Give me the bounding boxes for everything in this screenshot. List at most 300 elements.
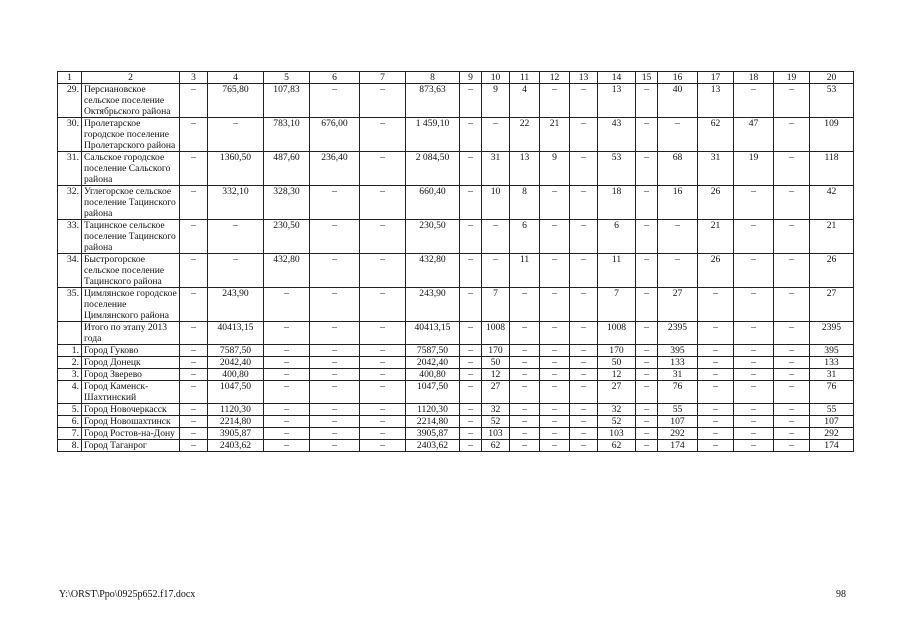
- value-cell: –: [180, 381, 208, 404]
- value-cell: 16: [658, 186, 698, 220]
- value-cell: –: [460, 254, 482, 288]
- page-number: 98: [836, 589, 846, 600]
- value-cell: –: [698, 369, 734, 381]
- value-cell: –: [360, 220, 406, 254]
- row-number-cell: 30.: [58, 118, 82, 152]
- value-cell: –: [460, 118, 482, 152]
- value-cell: –: [460, 416, 482, 428]
- column-number-header: 12: [540, 72, 570, 84]
- value-cell: –: [264, 440, 310, 452]
- value-cell: –: [734, 254, 774, 288]
- value-cell: –: [734, 404, 774, 416]
- column-number-header: 6: [310, 72, 360, 84]
- value-cell: –: [460, 440, 482, 452]
- row-number-cell: 34.: [58, 254, 82, 288]
- value-cell: –: [570, 369, 598, 381]
- value-cell: –: [698, 404, 734, 416]
- value-cell: –: [698, 288, 734, 322]
- value-cell: 2 084,50: [406, 152, 460, 186]
- value-cell: 118: [810, 152, 854, 186]
- value-cell: 9: [482, 84, 510, 118]
- value-cell: –: [310, 84, 360, 118]
- value-cell: –: [734, 357, 774, 369]
- value-cell: –: [360, 322, 406, 345]
- table-row: [58, 428, 854, 440]
- value-cell: –: [180, 152, 208, 186]
- column-number-header: 18: [734, 72, 774, 84]
- value-cell: 12: [482, 369, 510, 381]
- value-cell: 9: [540, 152, 570, 186]
- value-cell: 26: [698, 254, 734, 288]
- value-cell: –: [734, 220, 774, 254]
- value-cell: –: [180, 84, 208, 118]
- value-cell: 76: [810, 381, 854, 404]
- value-cell: –: [636, 186, 658, 220]
- value-cell: 487,60: [264, 152, 310, 186]
- value-cell: –: [208, 118, 264, 152]
- row-number-cell: 3.: [58, 369, 82, 381]
- value-cell: 55: [810, 404, 854, 416]
- value-cell: –: [636, 118, 658, 152]
- value-cell: –: [460, 428, 482, 440]
- value-cell: –: [734, 428, 774, 440]
- value-cell: –: [570, 322, 598, 345]
- value-cell: 12: [598, 369, 636, 381]
- value-cell: 133: [810, 357, 854, 369]
- value-cell: 103: [482, 428, 510, 440]
- value-cell: –: [208, 220, 264, 254]
- value-cell: 2042,40: [208, 357, 264, 369]
- value-cell: 13: [510, 152, 540, 186]
- value-cell: 1 459,10: [406, 118, 460, 152]
- value-cell: –: [264, 369, 310, 381]
- value-cell: –: [180, 357, 208, 369]
- value-cell: –: [734, 381, 774, 404]
- value-cell: 13: [598, 84, 636, 118]
- column-number-header: 11: [510, 72, 540, 84]
- table-row: [58, 186, 854, 220]
- table-row: [58, 220, 854, 254]
- value-cell: –: [774, 416, 810, 428]
- value-cell: 109: [810, 118, 854, 152]
- value-cell: –: [698, 357, 734, 369]
- value-cell: –: [570, 288, 598, 322]
- value-cell: –: [510, 416, 540, 428]
- value-cell: 133: [658, 357, 698, 369]
- value-cell: 103: [598, 428, 636, 440]
- value-cell: –: [360, 440, 406, 452]
- value-cell: –: [570, 440, 598, 452]
- value-cell: –: [774, 357, 810, 369]
- value-cell: 7: [482, 288, 510, 322]
- value-cell: –: [636, 322, 658, 345]
- value-cell: –: [180, 428, 208, 440]
- table-row: [58, 416, 854, 428]
- value-cell: –: [636, 428, 658, 440]
- value-cell: 18: [598, 186, 636, 220]
- value-cell: –: [698, 381, 734, 404]
- value-cell: –: [540, 186, 570, 220]
- value-cell: –: [540, 357, 570, 369]
- value-cell: –: [360, 404, 406, 416]
- value-cell: –: [636, 84, 658, 118]
- value-cell: –: [774, 84, 810, 118]
- value-cell: –: [636, 254, 658, 288]
- value-cell: –: [540, 369, 570, 381]
- value-cell: 3905,87: [208, 428, 264, 440]
- column-number-header: 9: [460, 72, 482, 84]
- value-cell: 7587,50: [406, 345, 460, 357]
- value-cell: –: [360, 381, 406, 404]
- value-cell: –: [636, 381, 658, 404]
- value-cell: –: [698, 428, 734, 440]
- value-cell: 2214,80: [406, 416, 460, 428]
- value-cell: 783,10: [264, 118, 310, 152]
- column-number-header: 2: [82, 72, 180, 84]
- value-cell: 2395: [810, 322, 854, 345]
- value-cell: –: [180, 440, 208, 452]
- value-cell: –: [310, 345, 360, 357]
- value-cell: 660,40: [406, 186, 460, 220]
- value-cell: –: [570, 416, 598, 428]
- value-cell: –: [460, 381, 482, 404]
- value-cell: 230,50: [406, 220, 460, 254]
- table-row: [58, 288, 854, 322]
- value-cell: –: [570, 254, 598, 288]
- value-cell: 873,63: [406, 84, 460, 118]
- value-cell: –: [360, 152, 406, 186]
- value-cell: –: [460, 404, 482, 416]
- table-row: [58, 440, 854, 452]
- table-row: [58, 404, 854, 416]
- settlement-name-cell: Город Новошахтинск: [82, 416, 180, 428]
- value-cell: –: [180, 404, 208, 416]
- row-number-cell: [58, 322, 82, 345]
- value-cell: –: [774, 381, 810, 404]
- value-cell: –: [310, 428, 360, 440]
- data-table: [57, 71, 854, 452]
- value-cell: –: [360, 345, 406, 357]
- value-cell: –: [180, 322, 208, 345]
- value-cell: 7: [598, 288, 636, 322]
- value-cell: 31: [810, 369, 854, 381]
- value-cell: –: [460, 369, 482, 381]
- value-cell: –: [540, 345, 570, 357]
- row-number-cell: 35.: [58, 288, 82, 322]
- column-number-header: 5: [264, 72, 310, 84]
- column-number-header: 19: [774, 72, 810, 84]
- column-number-header: 17: [698, 72, 734, 84]
- value-cell: 27: [598, 381, 636, 404]
- value-cell: 6: [510, 220, 540, 254]
- value-cell: 1008: [598, 322, 636, 345]
- value-cell: 2403,62: [208, 440, 264, 452]
- value-cell: –: [658, 254, 698, 288]
- column-number-header: 4: [208, 72, 264, 84]
- value-cell: –: [310, 186, 360, 220]
- value-cell: 50: [598, 357, 636, 369]
- value-cell: –: [460, 288, 482, 322]
- value-cell: –: [510, 440, 540, 452]
- value-cell: 52: [598, 416, 636, 428]
- settlement-name-cell: Пролетарское городское поселение Пролетарского района: [82, 118, 180, 152]
- value-cell: 21: [540, 118, 570, 152]
- value-cell: –: [510, 322, 540, 345]
- value-cell: –: [570, 118, 598, 152]
- value-cell: 10: [482, 186, 510, 220]
- column-number-header: 16: [658, 72, 698, 84]
- value-cell: 676,00: [310, 118, 360, 152]
- value-cell: 2214,80: [208, 416, 264, 428]
- value-cell: –: [698, 345, 734, 357]
- value-cell: –: [360, 186, 406, 220]
- value-cell: –: [540, 220, 570, 254]
- value-cell: 26: [698, 186, 734, 220]
- value-cell: 1360,50: [208, 152, 264, 186]
- value-cell: –: [570, 357, 598, 369]
- value-cell: –: [636, 288, 658, 322]
- value-cell: –: [180, 288, 208, 322]
- value-cell: 11: [598, 254, 636, 288]
- settlement-name-cell: Цимлянское городское поселение Цимлянского района: [82, 288, 180, 322]
- value-cell: –: [774, 118, 810, 152]
- table-row: [58, 357, 854, 369]
- value-cell: 332,10: [208, 186, 264, 220]
- column-number-header: 7: [360, 72, 406, 84]
- row-number-cell: 1.: [58, 345, 82, 357]
- column-number-header: 20: [810, 72, 854, 84]
- value-cell: –: [734, 84, 774, 118]
- column-number-header: 15: [636, 72, 658, 84]
- value-cell: 42: [810, 186, 854, 220]
- value-cell: –: [570, 381, 598, 404]
- settlement-name-cell: Город Каменск-Шахтинский: [82, 381, 180, 404]
- value-cell: –: [482, 220, 510, 254]
- value-cell: –: [264, 381, 310, 404]
- value-cell: 400,80: [208, 369, 264, 381]
- table-row: [58, 322, 854, 345]
- value-cell: –: [264, 428, 310, 440]
- value-cell: 2403,62: [406, 440, 460, 452]
- settlement-name-cell: Город Таганрог: [82, 440, 180, 452]
- settlement-name-cell: Углегорское сельское поселение Тацинского района: [82, 186, 180, 220]
- row-number-cell: 29.: [58, 84, 82, 118]
- value-cell: 62: [598, 440, 636, 452]
- value-cell: 55: [658, 404, 698, 416]
- value-cell: –: [698, 440, 734, 452]
- value-cell: 26: [810, 254, 854, 288]
- value-cell: –: [510, 357, 540, 369]
- value-cell: –: [734, 322, 774, 345]
- value-cell: 68: [658, 152, 698, 186]
- value-cell: 1120,30: [208, 404, 264, 416]
- value-cell: –: [698, 322, 734, 345]
- table-row: [58, 345, 854, 357]
- value-cell: –: [510, 345, 540, 357]
- value-cell: 243,90: [208, 288, 264, 322]
- value-cell: –: [734, 416, 774, 428]
- value-cell: –: [774, 254, 810, 288]
- value-cell: –: [264, 357, 310, 369]
- value-cell: –: [310, 288, 360, 322]
- value-cell: –: [540, 322, 570, 345]
- value-cell: –: [540, 428, 570, 440]
- value-cell: –: [264, 345, 310, 357]
- row-number-cell: 32.: [58, 186, 82, 220]
- column-number-header: 13: [570, 72, 598, 84]
- settlement-name-cell: Город Новочеркасск: [82, 404, 180, 416]
- value-cell: –: [636, 416, 658, 428]
- column-number-header: 8: [406, 72, 460, 84]
- value-cell: 40: [658, 84, 698, 118]
- value-cell: –: [510, 381, 540, 404]
- value-cell: 32: [598, 404, 636, 416]
- value-cell: –: [636, 369, 658, 381]
- value-cell: 53: [810, 84, 854, 118]
- value-cell: –: [460, 322, 482, 345]
- value-cell: 1047,50: [406, 381, 460, 404]
- value-cell: 31: [482, 152, 510, 186]
- table-row: [58, 254, 854, 288]
- value-cell: –: [734, 345, 774, 357]
- value-cell: –: [734, 186, 774, 220]
- value-cell: 4: [510, 84, 540, 118]
- value-cell: –: [774, 345, 810, 357]
- value-cell: –: [570, 152, 598, 186]
- settlement-name-cell: Город Зверево: [82, 369, 180, 381]
- column-number-header: 1: [58, 72, 82, 84]
- value-cell: –: [310, 404, 360, 416]
- value-cell: –: [360, 254, 406, 288]
- value-cell: 395: [658, 345, 698, 357]
- table-row: [58, 152, 854, 186]
- value-cell: 243,90: [406, 288, 460, 322]
- column-number-header: 10: [482, 72, 510, 84]
- document-path: Y:\ORST\Ppo\0925p652.f17.docx: [59, 589, 196, 600]
- value-cell: –: [734, 440, 774, 452]
- value-cell: –: [774, 186, 810, 220]
- value-cell: –: [774, 369, 810, 381]
- value-cell: 62: [698, 118, 734, 152]
- row-number-cell: 4.: [58, 381, 82, 404]
- value-cell: –: [360, 84, 406, 118]
- value-cell: 7587,50: [208, 345, 264, 357]
- value-cell: –: [310, 357, 360, 369]
- value-cell: 107: [658, 416, 698, 428]
- value-cell: 230,50: [264, 220, 310, 254]
- value-cell: –: [460, 152, 482, 186]
- value-cell: 43: [598, 118, 636, 152]
- value-cell: –: [658, 118, 698, 152]
- value-cell: –: [360, 357, 406, 369]
- value-cell: 22: [510, 118, 540, 152]
- value-cell: –: [310, 254, 360, 288]
- value-cell: –: [310, 322, 360, 345]
- value-cell: –: [310, 220, 360, 254]
- value-cell: –: [510, 428, 540, 440]
- value-cell: –: [774, 322, 810, 345]
- value-cell: 2042,40: [406, 357, 460, 369]
- value-cell: –: [636, 440, 658, 452]
- value-cell: –: [360, 369, 406, 381]
- value-cell: –: [180, 416, 208, 428]
- value-cell: –: [264, 404, 310, 416]
- value-cell: 21: [698, 220, 734, 254]
- value-cell: –: [264, 288, 310, 322]
- value-cell: 76: [658, 381, 698, 404]
- value-cell: 292: [810, 428, 854, 440]
- value-cell: –: [482, 118, 510, 152]
- value-cell: –: [570, 404, 598, 416]
- value-cell: –: [264, 416, 310, 428]
- value-cell: 292: [658, 428, 698, 440]
- value-cell: –: [360, 288, 406, 322]
- settlement-name-cell: Город Гуково: [82, 345, 180, 357]
- value-cell: 62: [482, 440, 510, 452]
- value-cell: –: [510, 369, 540, 381]
- settlement-name-cell: Город Ростов-на-Дону: [82, 428, 180, 440]
- table-row: [58, 84, 854, 118]
- value-cell: –: [570, 84, 598, 118]
- value-cell: –: [510, 288, 540, 322]
- value-cell: –: [774, 404, 810, 416]
- value-cell: –: [180, 345, 208, 357]
- value-cell: –: [636, 404, 658, 416]
- settlement-name-cell: Сальское городское поселение Сальского района: [82, 152, 180, 186]
- row-number-cell: 5.: [58, 404, 82, 416]
- value-cell: –: [540, 416, 570, 428]
- value-cell: 6: [598, 220, 636, 254]
- settlement-name-cell: Быстрогорское сельское поселение Тацинского района: [82, 254, 180, 288]
- value-cell: 395: [810, 345, 854, 357]
- value-cell: 40413,15: [406, 322, 460, 345]
- table-row: [58, 381, 854, 404]
- value-cell: 170: [598, 345, 636, 357]
- value-cell: –: [734, 369, 774, 381]
- value-cell: –: [570, 220, 598, 254]
- row-number-cell: 8.: [58, 440, 82, 452]
- value-cell: 27: [810, 288, 854, 322]
- value-cell: –: [180, 220, 208, 254]
- table-row: [58, 118, 854, 152]
- value-cell: 1047,50: [208, 381, 264, 404]
- value-cell: –: [774, 440, 810, 452]
- value-cell: 19: [734, 152, 774, 186]
- value-cell: –: [774, 152, 810, 186]
- value-cell: –: [360, 416, 406, 428]
- value-cell: 328,30: [264, 186, 310, 220]
- value-cell: 53: [598, 152, 636, 186]
- value-cell: –: [658, 220, 698, 254]
- row-number-cell: 2.: [58, 357, 82, 369]
- value-cell: –: [774, 288, 810, 322]
- value-cell: –: [636, 152, 658, 186]
- value-cell: –: [510, 404, 540, 416]
- value-cell: 174: [810, 440, 854, 452]
- value-cell: 50: [482, 357, 510, 369]
- value-cell: –: [570, 186, 598, 220]
- value-cell: 27: [482, 381, 510, 404]
- value-cell: –: [698, 416, 734, 428]
- value-cell: –: [540, 84, 570, 118]
- value-cell: –: [310, 369, 360, 381]
- column-number-header: 3: [180, 72, 208, 84]
- value-cell: –: [774, 428, 810, 440]
- value-cell: 40413,15: [208, 322, 264, 345]
- value-cell: 236,40: [310, 152, 360, 186]
- row-number-cell: 31.: [58, 152, 82, 186]
- column-number-header: 14: [598, 72, 636, 84]
